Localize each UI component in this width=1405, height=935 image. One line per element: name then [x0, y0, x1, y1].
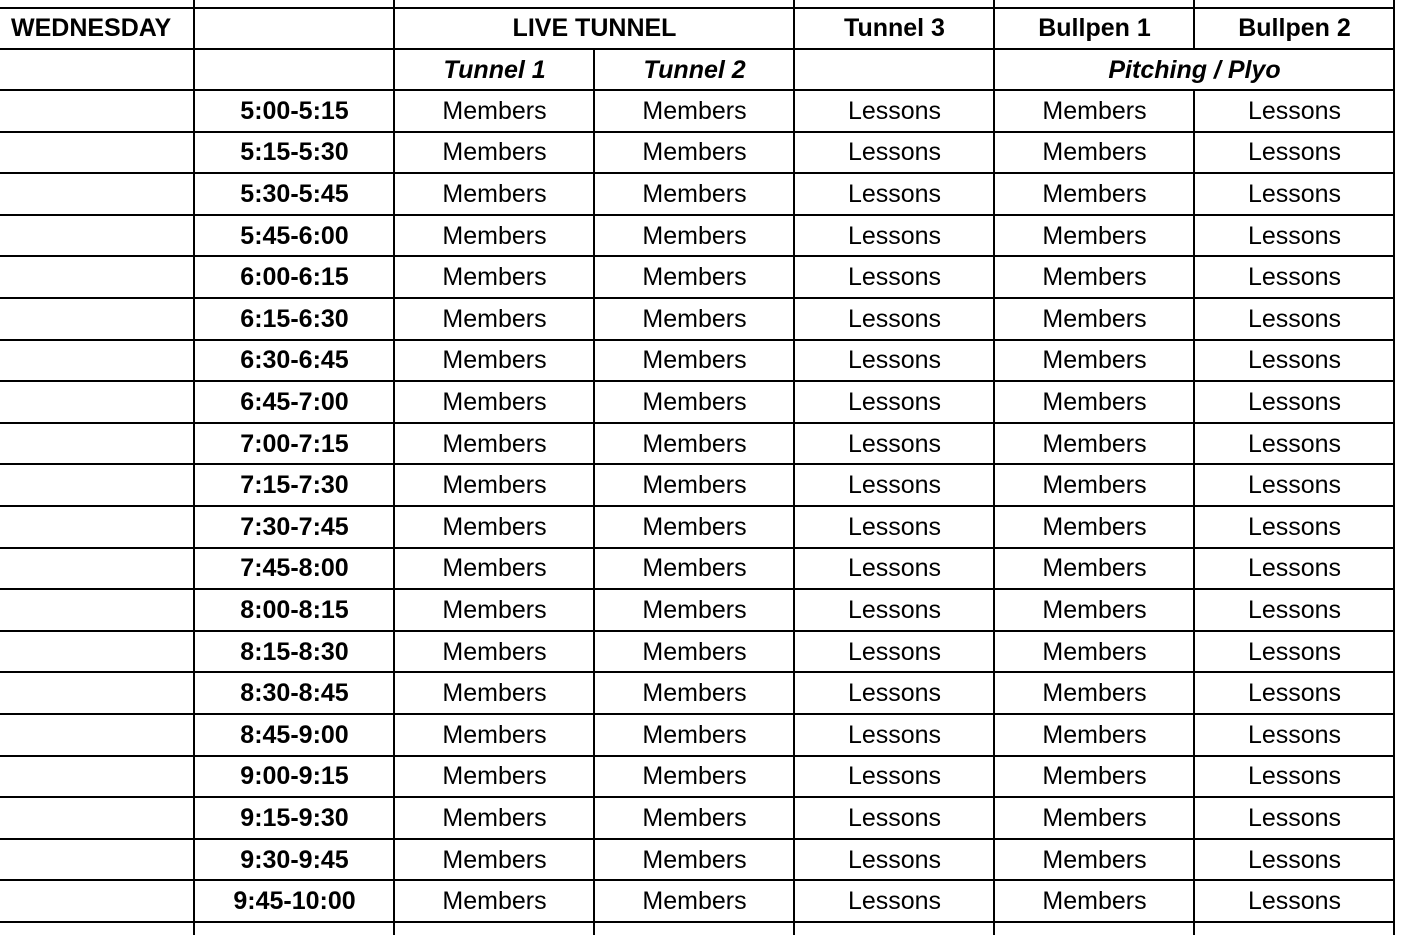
bullpen2-cell[interactable]: Lessons — [1247, 554, 1342, 583]
bullpen2-header[interactable]: Bullpen 2 — [1238, 14, 1351, 42]
tunnel3-cell[interactable]: Lessons — [847, 554, 942, 583]
bullpen1-cell[interactable]: Members — [1042, 595, 1147, 624]
tunnel1-cell[interactable]: Members — [442, 138, 547, 167]
tunnel3-header[interactable]: Tunnel 3 — [844, 14, 945, 42]
tunnel3-cell[interactable]: Lessons — [847, 512, 942, 541]
tunnel1-subheader[interactable]: Tunnel 1 — [443, 55, 546, 84]
tunnel2-cell[interactable]: Members — [642, 179, 747, 208]
row-border — [0, 297, 1395, 299]
bullpen2-cell[interactable]: Lessons — [1247, 346, 1342, 375]
row-border — [0, 89, 1395, 91]
bullpen1-cell[interactable]: Members — [1042, 887, 1147, 916]
row-border — [0, 255, 1395, 257]
bullpen1-cell[interactable]: Members — [1042, 429, 1147, 458]
tunnel3-cell[interactable]: Lessons — [847, 346, 942, 375]
bullpen2-cell[interactable]: Lessons — [1247, 138, 1342, 167]
tunnel1-cell[interactable]: Members — [442, 637, 547, 666]
bullpen2-cell[interactable]: Lessons — [1247, 887, 1342, 916]
time-cell[interactable]: 7:30-7:45 — [240, 512, 349, 541]
bullpen2-cell[interactable]: Lessons — [1247, 762, 1342, 791]
bullpen1-cell[interactable]: Members — [1042, 471, 1147, 500]
bullpen1-cell[interactable]: Members — [1042, 720, 1147, 749]
tunnel2-cell[interactable]: Members — [642, 595, 747, 624]
row-border — [0, 172, 1395, 174]
time-cell[interactable]: 6:45-7:00 — [240, 387, 349, 416]
bullpen1-cell[interactable]: Members — [1042, 96, 1147, 125]
tunnel3-cell[interactable]: Lessons — [847, 762, 942, 791]
bullpen2-cell[interactable]: Lessons — [1247, 637, 1342, 666]
tunnel3-cell[interactable]: Lessons — [847, 387, 942, 416]
tunnel2-cell[interactable]: Members — [642, 679, 747, 708]
bullpen1-cell[interactable]: Members — [1042, 845, 1147, 874]
tunnel1-cell[interactable]: Members — [442, 554, 547, 583]
row-border — [0, 838, 1395, 840]
tunnel2-cell[interactable]: Members — [642, 512, 747, 541]
tunnel1-cell[interactable]: Members — [442, 803, 547, 832]
tunnel3-cell[interactable]: Lessons — [847, 179, 942, 208]
time-cell[interactable]: 8:15-8:30 — [240, 637, 349, 666]
bullpen1-cell[interactable]: Members — [1042, 387, 1147, 416]
bullpen1-cell[interactable]: Members — [1042, 679, 1147, 708]
tunnel2-cell[interactable]: Members — [642, 554, 747, 583]
bullpen2-cell[interactable]: Lessons — [1247, 304, 1342, 333]
tunnel3-cell[interactable]: Lessons — [847, 304, 942, 333]
row-border — [0, 7, 1395, 9]
bullpen2-cell[interactable]: Lessons — [1247, 720, 1342, 749]
column-border — [593, 49, 595, 935]
bullpen1-header[interactable]: Bullpen 1 — [1038, 14, 1151, 42]
tunnel1-cell[interactable]: Members — [442, 762, 547, 791]
row-border — [0, 422, 1395, 424]
bullpen2-cell[interactable]: Lessons — [1247, 96, 1342, 125]
row-border — [0, 547, 1395, 549]
bullpen2-cell[interactable]: Lessons — [1247, 387, 1342, 416]
tunnel2-cell[interactable]: Members — [642, 720, 747, 749]
time-cell[interactable]: 9:45-10:00 — [233, 887, 356, 916]
row-border — [0, 463, 1395, 465]
tunnel2-cell[interactable]: Members — [642, 138, 747, 167]
pitching-plyo-subheader[interactable]: Pitching / Plyo — [1108, 55, 1281, 84]
row-border — [0, 48, 1395, 50]
tunnel2-cell[interactable]: Members — [642, 637, 747, 666]
bullpen1-cell[interactable]: Members — [1042, 803, 1147, 832]
bullpen2-cell[interactable]: Lessons — [1247, 845, 1342, 874]
row-border — [0, 339, 1395, 341]
time-cell[interactable]: 5:45-6:00 — [240, 221, 349, 250]
tunnel1-cell[interactable]: Members — [442, 887, 547, 916]
tunnel1-cell[interactable]: Members — [442, 471, 547, 500]
bullpen1-cell[interactable]: Members — [1042, 512, 1147, 541]
tunnel3-cell[interactable]: Lessons — [847, 471, 942, 500]
bullpen1-cell[interactable]: Members — [1042, 179, 1147, 208]
time-cell[interactable]: 8:30-8:45 — [240, 679, 349, 708]
tunnel1-cell[interactable]: Members — [442, 387, 547, 416]
tunnel3-cell[interactable]: Lessons — [847, 887, 942, 916]
bullpen2-cell[interactable]: Lessons — [1247, 803, 1342, 832]
bullpen1-cell[interactable]: Members — [1042, 304, 1147, 333]
row-border — [0, 380, 1395, 382]
row-border — [0, 921, 1395, 923]
tunnel1-cell[interactable]: Members — [442, 96, 547, 125]
time-cell[interactable]: 5:15-5:30 — [240, 138, 349, 167]
tunnel1-cell[interactable]: Members — [442, 429, 547, 458]
bullpen1-cell[interactable]: Members — [1042, 346, 1147, 375]
tunnel3-cell[interactable]: Lessons — [847, 96, 942, 125]
tunnel3-cell[interactable]: Lessons — [847, 679, 942, 708]
tunnel3-cell[interactable]: Lessons — [847, 720, 942, 749]
time-cell[interactable]: 6:30-6:45 — [240, 346, 349, 375]
column-border — [1193, 90, 1195, 935]
row-border — [0, 214, 1395, 216]
tunnel3-cell[interactable]: Lessons — [847, 429, 942, 458]
row-border — [0, 671, 1395, 673]
tunnel1-cell[interactable]: Members — [442, 304, 547, 333]
time-cell[interactable]: 6:15-6:30 — [240, 304, 349, 333]
time-cell[interactable]: 6:00-6:15 — [240, 263, 349, 292]
bullpen2-cell[interactable]: Lessons — [1247, 595, 1342, 624]
column-border — [193, 0, 195, 935]
tunnel2-cell[interactable]: Members — [642, 845, 747, 874]
tunnel1-cell[interactable]: Members — [442, 263, 547, 292]
tunnel1-cell[interactable]: Members — [442, 346, 547, 375]
bullpen2-cell[interactable]: Lessons — [1247, 679, 1342, 708]
time-cell[interactable]: 8:45-9:00 — [240, 720, 349, 749]
tunnel2-cell[interactable]: Members — [642, 471, 747, 500]
bullpen1-cell[interactable]: Members — [1042, 263, 1147, 292]
tunnel1-cell[interactable]: Members — [442, 221, 547, 250]
column-border — [1393, 0, 1395, 935]
tunnel1-cell[interactable]: Members — [442, 179, 547, 208]
bullpen2-cell[interactable]: Lessons — [1247, 429, 1342, 458]
tunnel2-cell[interactable]: Members — [642, 429, 747, 458]
time-cell[interactable]: 7:15-7:30 — [240, 471, 349, 500]
time-cell[interactable]: 7:00-7:15 — [240, 429, 349, 458]
time-cell[interactable]: 5:00-5:15 — [240, 96, 349, 125]
bullpen1-cell[interactable]: Members — [1042, 138, 1147, 167]
tunnel1-cell[interactable]: Members — [442, 845, 547, 874]
tunnel2-cell[interactable]: Members — [642, 263, 747, 292]
tunnel2-cell[interactable]: Members — [642, 762, 747, 791]
day-header[interactable]: WEDNESDAY — [11, 14, 172, 42]
tunnel3-cell[interactable]: Lessons — [847, 263, 942, 292]
bullpen1-cell[interactable]: Members — [1042, 762, 1147, 791]
time-cell[interactable]: 7:45-8:00 — [240, 554, 349, 583]
live-tunnel-header[interactable]: LIVE TUNNEL — [512, 14, 677, 42]
row-border — [0, 131, 1395, 133]
bullpen1-cell[interactable]: Members — [1042, 554, 1147, 583]
time-cell[interactable]: 5:30-5:45 — [240, 179, 349, 208]
tunnel3-cell[interactable]: Lessons — [847, 845, 942, 874]
bullpen2-cell[interactable]: Lessons — [1247, 471, 1342, 500]
row-border — [0, 588, 1395, 590]
bullpen2-cell[interactable]: Lessons — [1247, 263, 1342, 292]
tunnel1-cell[interactable]: Members — [442, 720, 547, 749]
column-border — [993, 0, 995, 935]
time-cell[interactable]: 9:30-9:45 — [240, 845, 349, 874]
column-border — [793, 0, 795, 935]
tunnel2-cell[interactable]: Members — [642, 803, 747, 832]
bullpen1-cell[interactable]: Members — [1042, 221, 1147, 250]
tunnel2-cell[interactable]: Members — [642, 887, 747, 916]
tunnel3-cell[interactable]: Lessons — [847, 221, 942, 250]
row-border — [0, 630, 1395, 632]
tunnel3-cell[interactable]: Lessons — [847, 803, 942, 832]
bullpen2-cell[interactable]: Lessons — [1247, 512, 1342, 541]
tunnel2-cell[interactable]: Members — [642, 387, 747, 416]
time-cell[interactable]: 9:00-9:15 — [240, 762, 349, 791]
tunnel2-cell[interactable]: Members — [642, 96, 747, 125]
tunnel3-cell[interactable]: Lessons — [847, 138, 942, 167]
row-border — [0, 879, 1395, 881]
tunnel2-cell[interactable]: Members — [642, 221, 747, 250]
row-border — [0, 755, 1395, 757]
tunnel1-cell[interactable]: Members — [442, 595, 547, 624]
bullpen1-cell[interactable]: Members — [1042, 637, 1147, 666]
row-border — [0, 713, 1395, 715]
time-cell[interactable]: 8:00-8:15 — [240, 595, 349, 624]
time-cell[interactable]: 9:15-9:30 — [240, 803, 349, 832]
tunnel1-cell[interactable]: Members — [442, 679, 547, 708]
tunnel3-cell[interactable]: Lessons — [847, 637, 942, 666]
row-border — [0, 796, 1395, 798]
tunnel2-cell[interactable]: Members — [642, 346, 747, 375]
tunnel3-cell[interactable]: Lessons — [847, 595, 942, 624]
tunnel2-subheader[interactable]: Tunnel 2 — [643, 55, 746, 84]
tunnel1-cell[interactable]: Members — [442, 512, 547, 541]
row-border — [0, 505, 1395, 507]
bullpen2-cell[interactable]: Lessons — [1247, 179, 1342, 208]
bullpen2-cell[interactable]: Lessons — [1247, 221, 1342, 250]
column-border — [393, 0, 395, 935]
tunnel2-cell[interactable]: Members — [642, 304, 747, 333]
